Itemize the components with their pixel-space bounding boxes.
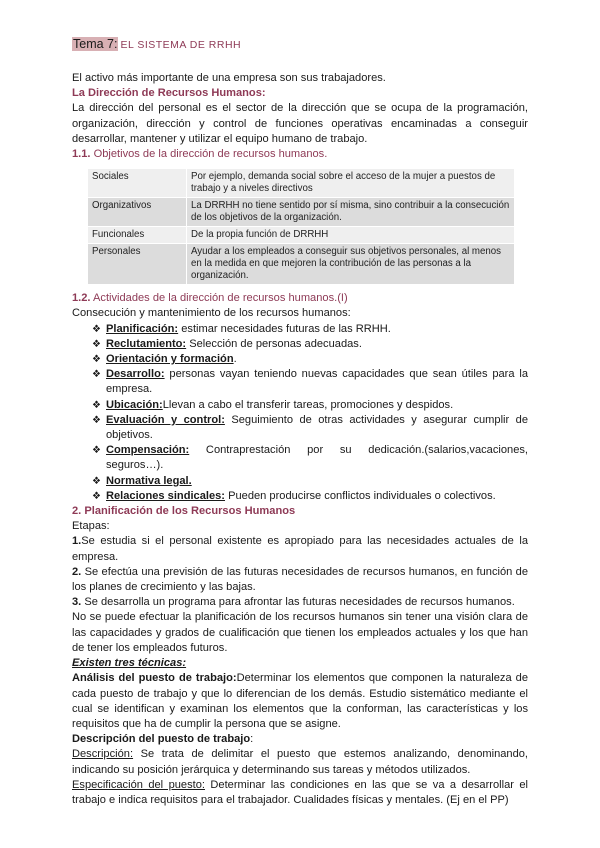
list-item bbox=[92, 443, 528, 473]
title-name: EL SISTEMA DE RRHH bbox=[120, 39, 242, 51]
analisis-paragraph bbox=[72, 671, 528, 732]
item-text: Contraprestación por su dedicación.(salarios,vacaciones, seguros…). bbox=[106, 444, 528, 472]
etapas-label: Etapas: bbox=[72, 520, 110, 533]
table-value: La DRRHH no tiene sentido por sí misma, sino contribuir a la consecución de los objetivos de la organización. bbox=[187, 198, 515, 227]
s2-heading: 2. Planificación de los Recursos Humanos bbox=[72, 505, 296, 518]
item-text: Llevan a cabo el transferir tareas, promociones y despidos. bbox=[162, 398, 454, 411]
s1-2-label: Actividades de la dirección de recursos humanos.(I) bbox=[93, 292, 348, 305]
list-item bbox=[92, 474, 528, 489]
step-num: 1. bbox=[72, 535, 82, 548]
s1-1-heading bbox=[72, 147, 528, 162]
item-term: Normativa legal. bbox=[106, 474, 192, 487]
table-key: Funcionales bbox=[88, 227, 187, 244]
step-text: Se efectúa una previsión de las futuras necesidades de recursos humanos, en función de los planes de crecimiento y las bajas. bbox=[72, 565, 528, 594]
item-text: . bbox=[233, 353, 237, 366]
item-text: estimar necesidades futuras de las RRHH. bbox=[178, 322, 391, 335]
list-item bbox=[92, 352, 528, 367]
step-num: 3. bbox=[72, 596, 82, 609]
table-key: Organizativos bbox=[88, 198, 187, 227]
analisis-text: Determinar los elementos que componen la naturaleza de cada puesto de trabajo y que lo diferencian de los demás. Estudio sistemático mediante el cual se identifican y examinan los elementos que la conforman, las características y los requisitos que ha de cumplir la persona que se asigne. bbox=[72, 672, 528, 730]
table-key: Sociales bbox=[88, 169, 187, 198]
table-value: Por ejemplo, demanda social sobre el acceso de la mujer a puestos de trabajo y a niveles directivos bbox=[187, 169, 515, 198]
especificacion-paragraph bbox=[72, 778, 528, 808]
espec-text: Determinar las condiciones en las que se va a desarrollar el trabajo e indica requisitos para el trabajador. Cualidades físicas y mentales. (Ej en el PP) bbox=[72, 778, 528, 806]
step-text: Se desarrolla un programa para afrontar las futuras necesidades de recursos humanos. bbox=[81, 596, 515, 609]
item-text: Seguimiento de otras actividades y asegurar cumplir de objetivos. bbox=[106, 413, 528, 442]
title-prefix: Tema 7: bbox=[73, 37, 118, 51]
desc-text: Se trata de delimitar el puesto que estemos analizando, denominando, indicando su posición jerárquica y determinando sus tareas y métodos utilizados. bbox=[72, 748, 528, 776]
table-row bbox=[88, 198, 515, 227]
tecnicas-heading bbox=[72, 656, 528, 671]
descripcion-heading bbox=[72, 732, 528, 747]
analisis-term: Análisis del puesto de trabajo: bbox=[72, 672, 237, 685]
descripcion-label: Descripción del puesto de trabajo bbox=[72, 733, 251, 746]
list-item bbox=[92, 337, 528, 352]
table-key: Personales bbox=[88, 244, 187, 285]
s1-2-lead: Consecución y mantenimiento de los recursos humanos: bbox=[72, 307, 351, 320]
item-term: Relaciones sindicales: bbox=[106, 489, 226, 502]
item-term: Orientación y formación bbox=[106, 353, 234, 366]
item-term: Reclutamiento: bbox=[106, 337, 187, 350]
s1-2-heading bbox=[72, 291, 528, 306]
desc-term: Descripción: bbox=[72, 748, 134, 761]
page-title bbox=[72, 36, 241, 53]
item-term: Planificación: bbox=[106, 322, 179, 335]
step-3 bbox=[72, 595, 528, 610]
step-text: Se estudia si el personal existente es apropiado para las necesidades actuales de la empresa. bbox=[72, 535, 528, 563]
planning-paragraph: No se puede efectuar la planificación de los recursos humanos sin tener una visión clara de las capacidades y grados de cualificación que tienen los empleados actuales y los que han de tener los empleados futuros. bbox=[72, 611, 528, 654]
list-item bbox=[92, 367, 528, 397]
direccion-text: La dirección del personal es el sector de la dirección que se ocupa de la programación, organización, dirección y control de funciones operativas encaminadas a conseguir desarrollar, mantener y utilizar el equipo humano de trabajo. bbox=[72, 102, 528, 145]
activities-list bbox=[72, 322, 528, 504]
item-term: Evaluación y control: bbox=[106, 413, 225, 426]
item-text: Pueden producirse conflictos individuales o colectivos. bbox=[225, 489, 496, 502]
descripcion-colon: : bbox=[250, 733, 254, 746]
table-value: Ayudar a los empleados a conseguir sus objetivos personales, al menos en la medida en que mejoren la contribución de las personas a la organización. bbox=[187, 244, 515, 285]
item-text: Selección de personas adecuadas. bbox=[186, 337, 362, 350]
list-item bbox=[92, 413, 528, 443]
list-item bbox=[92, 322, 528, 337]
document-body bbox=[72, 71, 528, 808]
item-text: personas vayan teniendo nuevas capacidades que sean útiles para la empresa. bbox=[106, 368, 528, 396]
item-term: Ubicación: bbox=[106, 398, 163, 411]
step-2 bbox=[72, 565, 528, 595]
step-num: 2. bbox=[72, 565, 82, 578]
list-item bbox=[92, 398, 528, 413]
item-term: Compensación: bbox=[106, 444, 190, 457]
direccion-heading: La Dirección de Recursos Humanos: bbox=[72, 87, 266, 100]
item-term: Desarrollo: bbox=[106, 368, 165, 381]
table-row bbox=[88, 227, 515, 244]
espec-term: Especificación del puesto: bbox=[72, 778, 205, 791]
s1-2-num: 1.2. bbox=[72, 292, 91, 305]
s1-1-num: 1.1. bbox=[72, 148, 91, 161]
objectives-table bbox=[87, 168, 515, 285]
table-value: De la propia función de DRRHH bbox=[187, 227, 515, 244]
tecnicas-label: Existen tres técnicas: bbox=[72, 657, 187, 670]
intro-text: El activo más importante de una empresa son sus trabajadores. bbox=[72, 72, 386, 84]
s1-1-label: Objetivos de la dirección de recursos humanos. bbox=[93, 148, 328, 161]
table-row bbox=[88, 244, 515, 285]
descripcion-paragraph bbox=[72, 747, 528, 777]
step-1 bbox=[72, 534, 528, 564]
table-row bbox=[88, 169, 515, 198]
list-item bbox=[92, 489, 528, 504]
